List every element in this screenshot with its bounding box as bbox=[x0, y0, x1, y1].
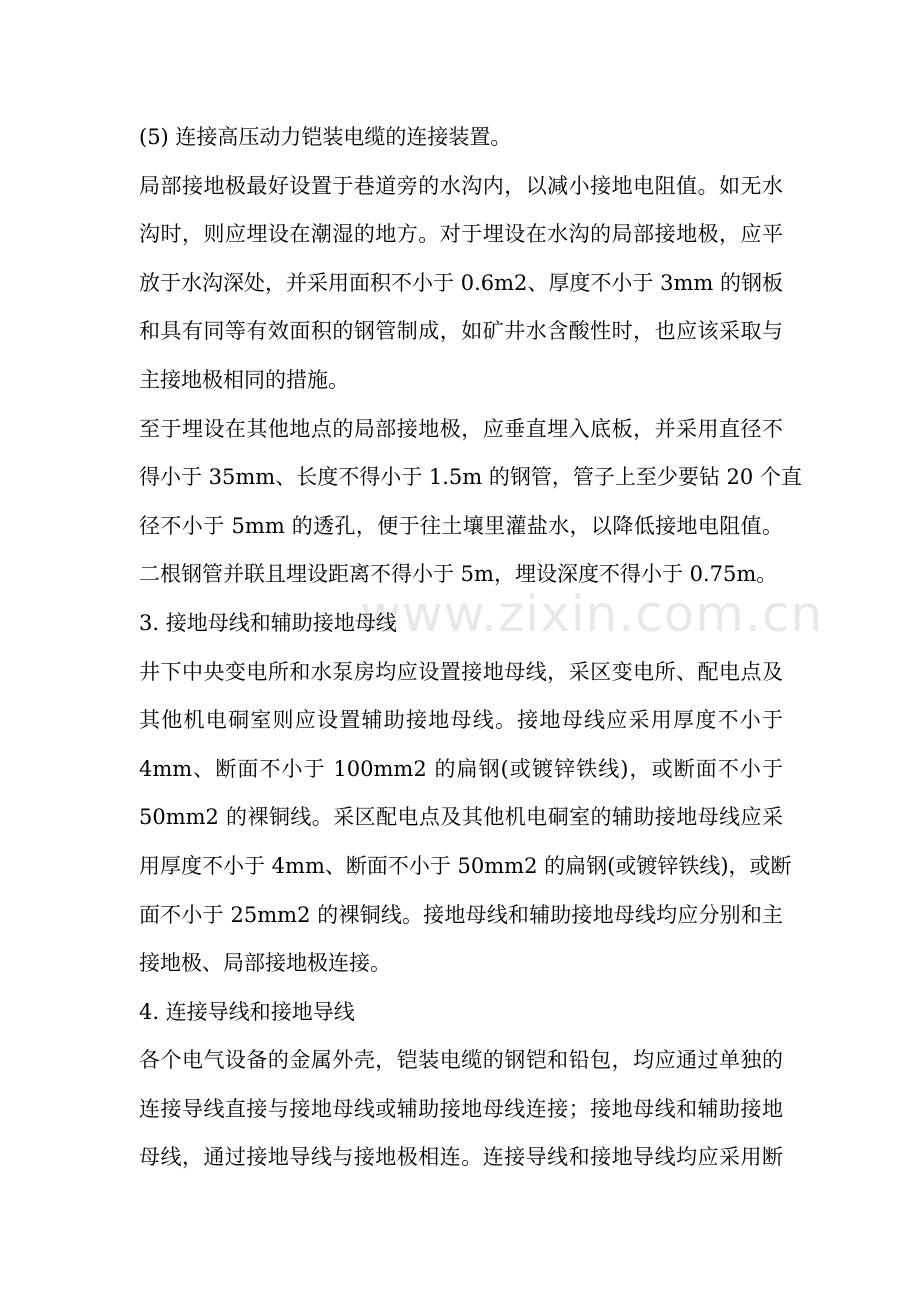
text-line: 用厚度不小于 4mm、断面不小于 50mm2 的扁钢(或镀锌铁线)，或断 bbox=[139, 853, 792, 878]
text-line: 二根钢管并联且埋设距离不得小于 5m，埋设深度不得小于 0.75m。 bbox=[139, 562, 778, 587]
text-line: 井下中央变电所和水泵房均应设置接地母线，采区变电所、配电点及 bbox=[139, 659, 783, 684]
text-line: 放于水沟深处，并采用面积不小于 0.6m2、厚度不小于 3mm 的钢板 bbox=[139, 270, 783, 295]
text-line: 沟时，则应埋设在潮湿的地方。对于埋设在水沟的局部接地极，应平 bbox=[139, 222, 783, 247]
text-line: 局部接地极最好设置于巷道旁的水沟内，以减小接地电阻值。如无水 bbox=[139, 173, 783, 198]
text-line: 接地极、局部接地极连接。 bbox=[139, 951, 391, 976]
text-line: 4mm、断面不小于 100mm2 的扁钢(或镀锌铁线)，或断面不小于 bbox=[139, 756, 783, 781]
text-line: 和具有同等有效面积的钢管制成，如矿井水含酸性时，也应该采取与 bbox=[139, 319, 783, 344]
text-line: 50mm2 的裸铜线。采区配电点及其他机电硐室的辅助接地母线应采 bbox=[139, 805, 783, 830]
text-line: 连接导线直接与接地母线或辅助接地母线连接；接地母线和辅助接地 bbox=[139, 1096, 783, 1121]
text-line: 面不小于 25mm2 的裸铜线。接地母线和辅助接地母线均应分别和主 bbox=[139, 902, 783, 927]
text-line: 各个电气设备的金属外壳，铠装电缆的钢铠和铅包，均应通过单独的 bbox=[139, 1048, 783, 1073]
text-line: 得小于 35mm、长度不得小于 1.5m 的钢管，管子上至少要钻 20 个直 bbox=[139, 465, 802, 490]
text-line: 其他机电硐室则应设置辅助接地母线。接地母线应采用厚度不小于 bbox=[139, 708, 783, 733]
section-heading-4: 4. 连接导线和接地导线 bbox=[139, 999, 355, 1024]
watermark: www.zixin.com.cn bbox=[360, 585, 824, 643]
section-heading-3: 3. 接地母线和辅助接地母线 bbox=[139, 610, 397, 635]
text-line: 母线，通过接地导线与接地极相连。连接导线和接地导线均应采用断 bbox=[139, 1145, 783, 1170]
text-line: 径不小于 5mm 的透孔，便于往土壤里灌盐水，以降低接地电阻值。 bbox=[139, 513, 783, 538]
text-line: 至于埋设在其他地点的局部接地极，应垂直埋入底板，并采用直径不 bbox=[139, 416, 783, 441]
document-body bbox=[139, 113, 802, 1182]
text-line-subitem-5: (5) 连接高压动力铠装电缆的连接装置。 bbox=[139, 125, 512, 149]
text-line: 主接地极相同的措施。 bbox=[139, 367, 349, 392]
